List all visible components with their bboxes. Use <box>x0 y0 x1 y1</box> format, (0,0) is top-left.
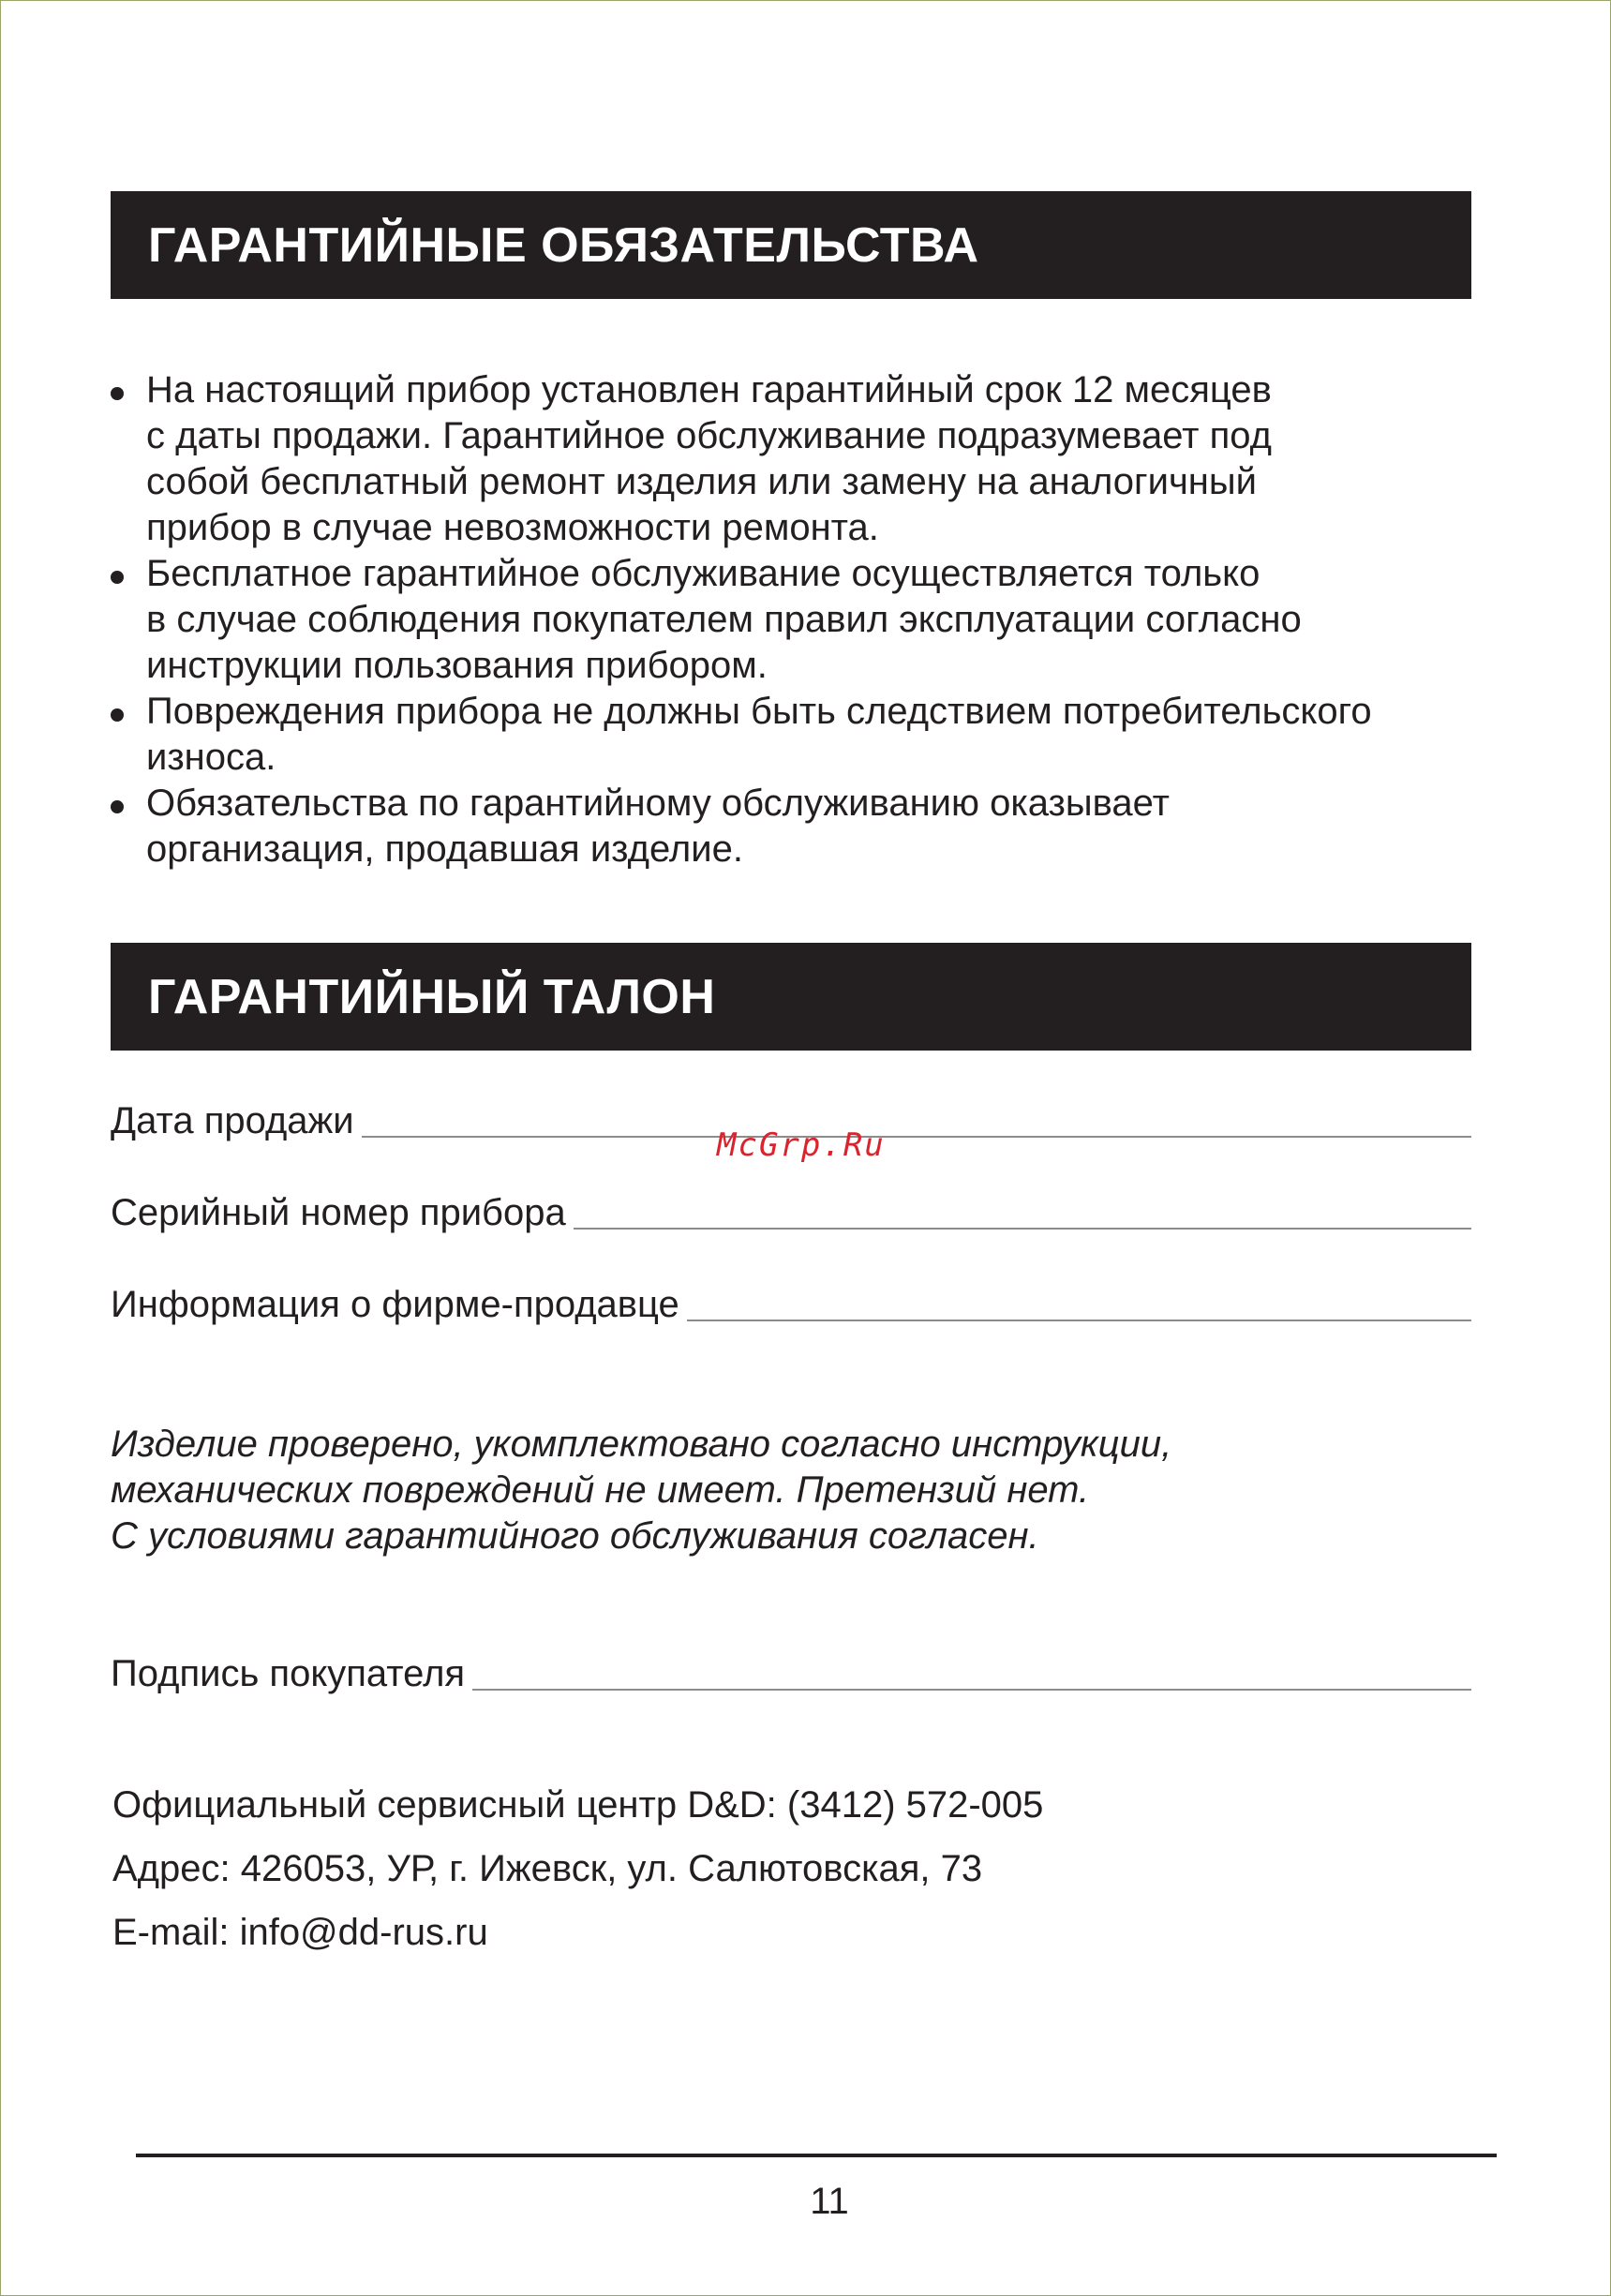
warranty-section-header <box>111 191 1471 299</box>
sale-date-line <box>362 1136 1471 1138</box>
watermark: McGrp.Ru <box>717 1126 886 1164</box>
serial-number-field <box>111 1190 1471 1235</box>
coupon-section-header <box>111 943 1471 1051</box>
service-contacts <box>112 1773 1043 1964</box>
buyer-signature-label: Подпись покупателя <box>111 1653 466 1694</box>
list-item: Бесплатное гарантийное обслуживание осуществляется только в случае соблюдения покупателем правил эксплуатации согласно инструкции пользования прибором. <box>111 551 1516 689</box>
seller-info-line <box>687 1319 1471 1321</box>
service-center-phone: Официальный сервисный центр D&D: (3412) 572-005 <box>112 1784 1044 1826</box>
list-item: На настоящий прибор установлен гарантийный срок 12 месяцев с даты продажи. Гарантийное обслуживание подразумевает под собой бесплатный ремонт изделия или замену на аналогичный прибор в случае невозможности ремонта. <box>111 367 1516 551</box>
page-number: 11 <box>810 2181 849 2222</box>
warranty-terms-list <box>111 367 1516 872</box>
seller-info-label: Информация о фирме-продавце <box>111 1284 679 1325</box>
service-email: E-mail: info@dd-rus.ru <box>112 1912 488 1953</box>
service-address: Адрес: 426053, УР, г. Ижевск, ул. Салютовская, 73 <box>112 1848 983 1889</box>
serial-number-line <box>574 1228 1471 1230</box>
list-item: Повреждения прибора не должны быть следствием потребительского износа. <box>111 689 1516 781</box>
acceptance-statement: Изделие проверено, укомплектовано согласно инструкции, механических повреждений не имеет. Претензий нет. С условиями гарантийного обслуживания согласен. <box>111 1424 1172 1557</box>
seller-info-field <box>111 1282 1471 1327</box>
buyer-signature-field <box>111 1651 1471 1696</box>
footer-divider <box>136 2154 1497 2157</box>
warranty-title: ГАРАНТИЙНЫЕ ОБЯЗАТЕЛЬСТВА <box>148 217 979 273</box>
list-item: Обязательства по гарантийному обслуживанию оказывает организация, продавшая изделие. <box>111 781 1516 872</box>
coupon-title: ГАРАНТИЙНЫЙ ТАЛОН <box>148 969 716 1024</box>
buyer-signature-line <box>472 1689 1471 1691</box>
sale-date-label: Дата продажи <box>111 1100 354 1141</box>
serial-number-label: Серийный номер прибора <box>111 1192 566 1233</box>
